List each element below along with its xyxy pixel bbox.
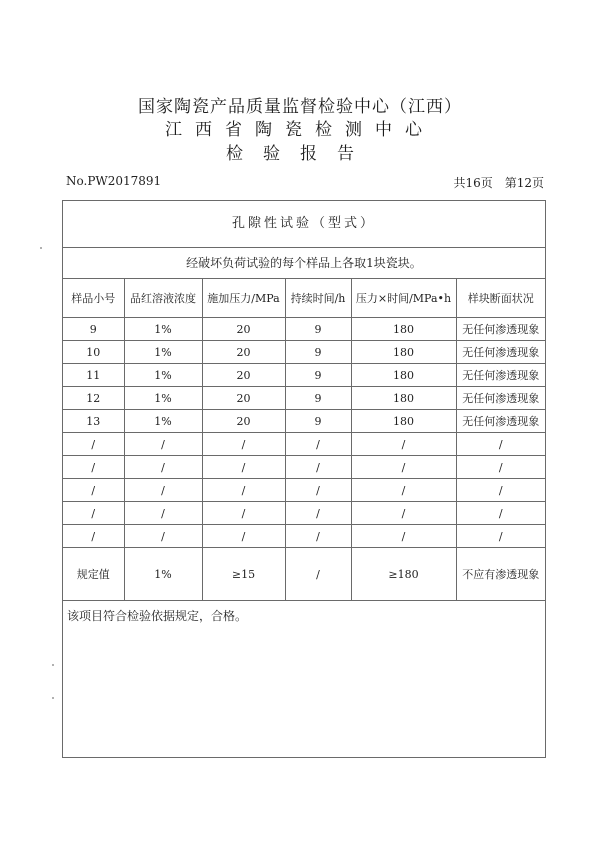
table-cell: / [124,525,202,548]
table-cell: / [124,433,202,456]
requirement-cell: 规定值 [63,548,124,601]
table-cell: / [63,479,124,502]
table-cell: 1% [124,364,202,387]
table-cell: 9 [285,387,351,410]
requirement-cell: ≥180 [351,548,456,601]
table-cell: / [63,502,124,525]
table-cell: 9 [285,341,351,364]
requirement-cell: 1% [124,548,202,601]
table-cell: 9 [285,318,351,341]
table-cell: / [351,433,456,456]
table-cell: 180 [351,410,456,433]
table-cell: 12 [63,387,124,410]
table-cell: 9 [63,318,124,341]
table-cell: 9 [285,364,351,387]
table-cell: 20 [202,341,285,364]
page-info [441,174,544,191]
table-cell: / [202,456,285,479]
table-cell: / [202,433,285,456]
table-cell: / [202,502,285,525]
table-row [63,479,545,502]
table-cell: / [351,502,456,525]
requirement-row [63,548,545,601]
table-cell: / [63,433,124,456]
table-row [63,341,545,364]
table-cell: / [456,479,545,502]
column-header: 持续时间/h [285,279,351,318]
table-cell: 11 [63,364,124,387]
table-cell: / [456,502,545,525]
table-cell: / [124,479,202,502]
table-cell: / [456,433,545,456]
table-cell: 180 [351,364,456,387]
table-cell: / [351,525,456,548]
column-header: 样品小号 [63,279,124,318]
table-cell: 180 [351,387,456,410]
table-cell: 20 [202,387,285,410]
scan-speck [52,697,54,699]
table-row [63,525,545,548]
table-cell: 1% [124,410,202,433]
table-cell: / [202,479,285,502]
table-cell: 9 [285,410,351,433]
table-row [63,410,545,433]
requirement-cell: / [285,548,351,601]
report-number: No.PW2017891 [66,174,162,188]
table-cell: 13 [63,410,124,433]
table-row [63,387,545,410]
table-row [63,433,545,456]
conclusion: 该项目符合检验依据规定，合格。 [67,609,248,623]
table-cell: / [124,502,202,525]
page-total: 共16页 [453,176,493,190]
report-title: 检验报告 [226,144,374,164]
table-cell: / [124,456,202,479]
table-cell: / [285,502,351,525]
column-header: 施加压力/MPa [202,279,285,318]
table-cell: / [351,479,456,502]
table-cell: 20 [202,410,285,433]
table-cell: / [285,456,351,479]
table-cell: / [456,456,545,479]
table-cell: 20 [202,364,285,387]
requirement-cell: ≥15 [202,548,285,601]
column-header: 品红溶液浓度 [124,279,202,318]
table-cell: 无任何渗透现象 [456,410,545,433]
center-name: 国家陶瓷产品质量监督检验中心（江西） [138,97,462,117]
table-cell: 1% [124,318,202,341]
table-cell: 无任何渗透现象 [456,387,545,410]
column-header: 样块断面状况 [456,279,545,318]
column-header: 压力×时间/MPa•h [351,279,456,318]
center-name-provincial: 江西省陶瓷检测中心 [165,120,435,140]
table-cell: 20 [202,318,285,341]
table-cell: 10 [63,341,124,364]
table-cell: / [456,525,545,548]
requirement-cell: 不应有渗透现象 [456,548,545,601]
scan-speck [40,247,42,249]
table-cell: / [285,479,351,502]
table-cell: 无任何渗透现象 [456,318,545,341]
table-cell: / [63,525,124,548]
sample-description: 经破坏负荷试验的每个样品上各取1块瓷块。 [63,248,545,279]
table-cell: 无任何渗透现象 [456,364,545,387]
results-table [63,279,545,601]
scan-speck [52,664,54,666]
page-current: 第12页 [504,176,544,190]
header-row [63,279,545,318]
table-cell: 180 [351,318,456,341]
table-row [63,318,545,341]
table-cell: / [285,525,351,548]
table-cell: 1% [124,387,202,410]
table-row [63,364,545,387]
test-name: 孔隙性试验（型式） [63,201,545,248]
table-cell: / [63,456,124,479]
table-row [63,502,545,525]
table-cell: 1% [124,341,202,364]
table-cell: 180 [351,341,456,364]
table-cell: / [351,456,456,479]
table-cell: / [202,525,285,548]
table-row [63,456,545,479]
table-cell: 无任何渗透现象 [456,341,545,364]
report-table [62,200,546,758]
table-cell: / [285,433,351,456]
